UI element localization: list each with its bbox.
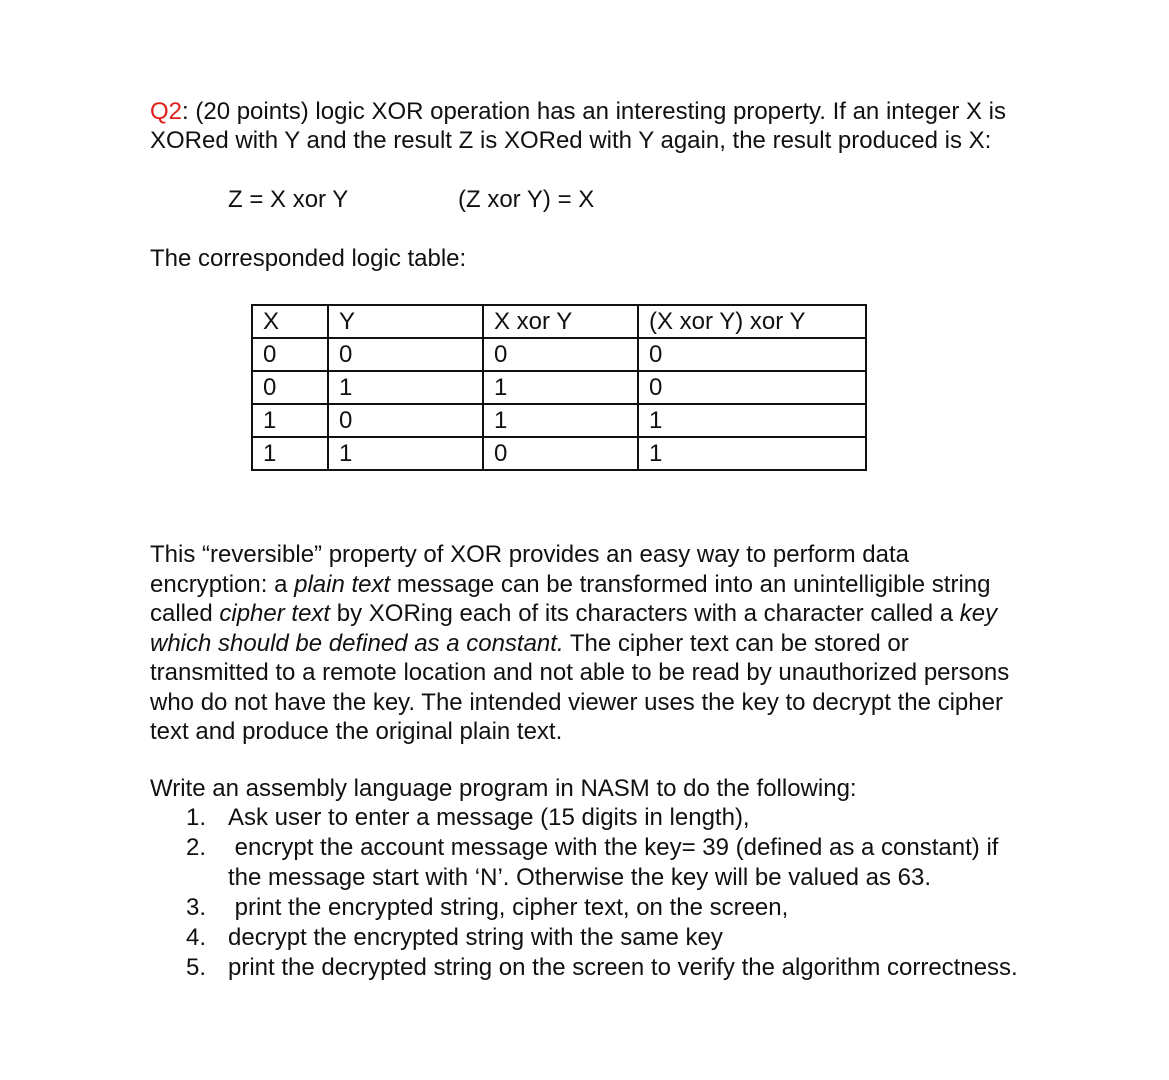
table-cell: 1 [483,404,638,437]
paragraph-line: who do not have the key. The intended viewer uses the key to decrypt the cipher [150,688,1003,716]
step-text-continuation: the message start with ‘N’. Otherwise the key will be valued as 63. [228,864,931,891]
table-caption: The corresponded logic table: [150,245,467,272]
question-intro-line-2: XORed with Y and the result Z is XORed with Y again, the result produced is X: [150,127,992,154]
paragraph-line [150,629,1090,659]
step-text: Ask user to enter a message (15 digits in length), [228,804,750,831]
paragraph-line [150,570,1090,600]
table-cell: 1 [328,437,483,470]
assignment-intro: Write an assembly language program in NASM to do the following: [150,775,857,802]
question-intro-line-1 [150,97,1006,126]
logic-table [251,304,867,471]
paragraph-line [150,599,1090,629]
italic-term-cipher-text: cipher text [219,600,331,627]
step-number: 2. [186,834,207,861]
explanation-paragraph [150,540,1090,747]
italic-term-key: key [959,600,998,627]
step-text: encrypt the account message with the key= 39 (defined as a constant) if [228,834,999,861]
list-item [186,893,1018,923]
text-run: called [150,600,220,627]
table-cell: 0 [252,371,328,404]
table-row [252,371,866,404]
list-item [186,953,1018,983]
table-cell: 0 [252,338,328,371]
text-run: message can be transformed into an unintelligible string [390,570,991,598]
step-number: 4. [186,924,207,951]
paragraph-line: text and produce the original plain text. [150,718,563,745]
table-header-row [252,305,866,338]
text-run: The cipher text can be stored or [563,629,909,657]
question-intro-text: : (20 points) logic XOR operation has an interesting property. If an integer X is [182,98,1007,125]
table-row [252,404,866,437]
table-cell: 0 [328,338,483,371]
table-cell: 1 [638,437,866,470]
table-cell: 0 [483,437,638,470]
list-item [186,923,1018,953]
header-cell: (X xor Y) xor Y [638,305,866,338]
header-cell: X xor Y [483,305,638,338]
assignment-steps-list [186,803,1018,983]
formula-reverse: (Z xor Y) = X [458,186,595,213]
step-number: 5. [186,954,207,981]
step-text: print the decrypted string on the screen to verify the algorithm correctness. [228,954,1018,981]
italic-constant-note: which should be defined as a constant. [150,629,564,657]
table-cell: 0 [483,338,638,371]
text-run: by XORing each of its characters with a character called a [330,600,960,627]
table-cell: 1 [328,371,483,404]
step-number: 3. [186,894,207,921]
table-cell: 1 [252,404,328,437]
step-number: 1. [186,804,207,831]
formula-xor: Z = X xor Y [228,186,349,213]
step-text: decrypt the encrypted string with the same key [228,924,723,951]
table-cell: 0 [328,404,483,437]
table-cell: 0 [638,371,866,404]
table-cell: 0 [638,338,866,371]
table-cell: 1 [638,404,866,437]
header-cell: Y [328,305,483,338]
list-item [186,833,1018,893]
table-row [252,437,866,470]
header-cell: X [252,305,328,338]
italic-term-plain-text: plain text [294,570,391,598]
step-text: print the encrypted string, cipher text, on the screen, [228,894,789,921]
paragraph-line: transmitted to a remote location and not able to be read by unauthorized persons [150,659,1010,686]
table-row [252,338,866,371]
question-label: Q2 [150,98,183,125]
paragraph-line: This “reversible” property of XOR provides an easy way to perform data [150,541,909,568]
text-run: encryption: a [150,570,295,598]
list-item [186,803,1018,833]
table-cell: 1 [483,371,638,404]
table-cell: 1 [252,437,328,470]
